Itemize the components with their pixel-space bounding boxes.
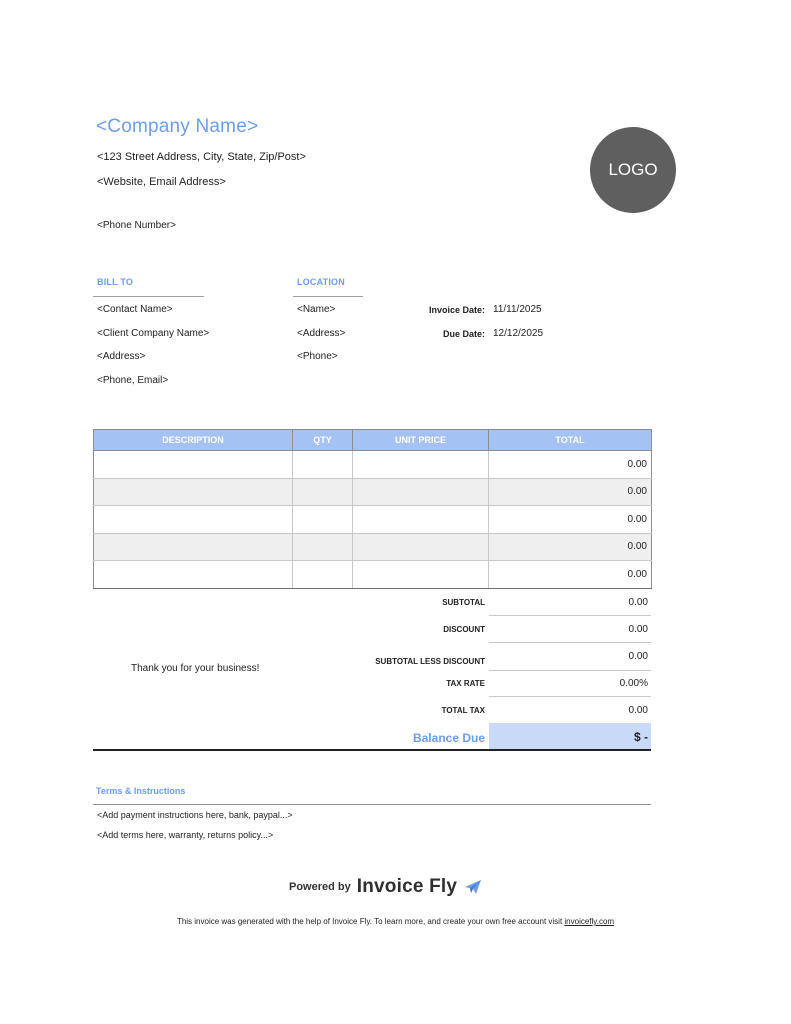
logo-text: LOGO	[608, 160, 658, 179]
due-date-label: Due Date:	[442, 329, 485, 339]
balance-due-label: Balance Due	[412, 731, 485, 745]
bill-to-phone-email: <Phone, Email>	[97, 375, 169, 386]
powered-by-text: Powered by	[289, 881, 351, 893]
col-header-unit-price: UNIT PRICE	[353, 430, 489, 451]
discount-label: DISCOUNT	[443, 625, 485, 634]
col-header-total: TOTAL	[489, 430, 652, 451]
bill-to-divider	[93, 296, 204, 297]
subtotal-less-discount-label: SUBTOTAL LESS DISCOUNT	[375, 657, 485, 666]
table-row	[94, 506, 652, 534]
col-header-qty: QTY	[293, 430, 353, 451]
bill-to-heading: BILL TO	[97, 277, 134, 287]
discount-value[interactable]: 0.00	[628, 624, 648, 635]
location-phone: <Phone>	[297, 351, 338, 362]
table-header-row	[94, 430, 652, 451]
balance-due-value: $ -	[633, 730, 648, 744]
company-web-email: <Website, Email Address>	[97, 176, 226, 188]
cell-qty[interactable]	[293, 561, 353, 589]
cell-total: 0.00	[489, 506, 652, 534]
location-address: <Address>	[297, 328, 346, 339]
company-phone: <Phone Number>	[97, 220, 176, 231]
cell-qty[interactable]	[293, 533, 353, 561]
bill-to-address: <Address>	[97, 351, 146, 362]
invoice-date-value: 11/11/2025	[493, 304, 542, 315]
cell-description[interactable]	[94, 506, 293, 534]
cell-qty[interactable]	[293, 506, 353, 534]
brand-name: Invoice Fly	[356, 876, 458, 897]
subtotal-less-divider	[489, 670, 651, 671]
subtotal-label: SUBTOTAL	[442, 598, 485, 607]
cell-description[interactable]	[94, 533, 293, 561]
subtotal-divider	[489, 615, 651, 616]
discount-divider	[489, 642, 651, 643]
company-name: <Company Name>	[96, 116, 259, 137]
col-header-description: DESCRIPTION	[94, 430, 293, 451]
location-heading: LOCATION	[297, 277, 345, 287]
tax-rate-divider	[489, 696, 651, 697]
subtotal-less-discount-value: 0.00	[628, 651, 648, 662]
location-divider	[293, 296, 363, 297]
terms-payment-line: <Add payment instructions here, bank, paypal...>	[97, 810, 293, 820]
cell-total: 0.00	[489, 533, 652, 561]
cell-unit-price[interactable]	[353, 506, 489, 534]
balance-divider	[93, 749, 651, 751]
footer-link[interactable]: invoicefly.com	[564, 917, 615, 926]
cell-unit-price[interactable]	[353, 451, 489, 479]
cell-description[interactable]	[94, 561, 293, 589]
tax-rate-value[interactable]: 0.00%	[619, 678, 648, 689]
table-row	[94, 478, 652, 506]
cell-total: 0.00	[489, 451, 652, 479]
subtotal-value: 0.00	[628, 597, 648, 608]
powered-by-banner	[289, 876, 483, 898]
total-tax-value: 0.00	[628, 705, 648, 716]
terms-heading: Terms & Instructions	[96, 786, 186, 796]
balance-due-fill	[489, 723, 651, 749]
cell-description[interactable]	[94, 478, 293, 506]
logo-placeholder	[590, 127, 676, 213]
cell-total: 0.00	[489, 561, 652, 589]
table-row	[94, 561, 652, 589]
cell-unit-price[interactable]	[353, 478, 489, 506]
cell-description[interactable]	[94, 451, 293, 479]
cell-unit-price[interactable]	[353, 533, 489, 561]
cell-qty[interactable]	[293, 451, 353, 479]
cell-qty[interactable]	[293, 478, 353, 506]
table-row	[94, 451, 652, 479]
company-address: <123 Street Address, City, State, Zip/Post>	[97, 151, 306, 163]
cell-unit-price[interactable]	[353, 561, 489, 589]
tax-rate-label: TAX RATE	[446, 679, 485, 688]
invoice-date-label: Invoice Date:	[428, 305, 485, 315]
footer-note-text: This invoice was generated with the help of Invoice Fly. To learn more, and create your own free account visit	[176, 917, 563, 926]
total-tax-label: TOTAL TAX	[441, 706, 485, 715]
thank-you-note: Thank you for your business!	[131, 663, 260, 674]
location-name: <Name>	[297, 304, 336, 315]
terms-divider	[93, 804, 651, 805]
line-items-table	[93, 429, 652, 589]
bill-to-contact: <Contact Name>	[97, 304, 173, 315]
table-row	[94, 533, 652, 561]
terms-policy-line: <Add terms here, warranty, returns policy...>	[97, 830, 274, 840]
paper-plane-icon	[463, 878, 483, 896]
footer-note	[0, 917, 791, 926]
due-date-value: 12/12/2025	[493, 328, 544, 339]
bill-to-company: <Client Company Name>	[97, 328, 210, 339]
cell-total: 0.00	[489, 478, 652, 506]
